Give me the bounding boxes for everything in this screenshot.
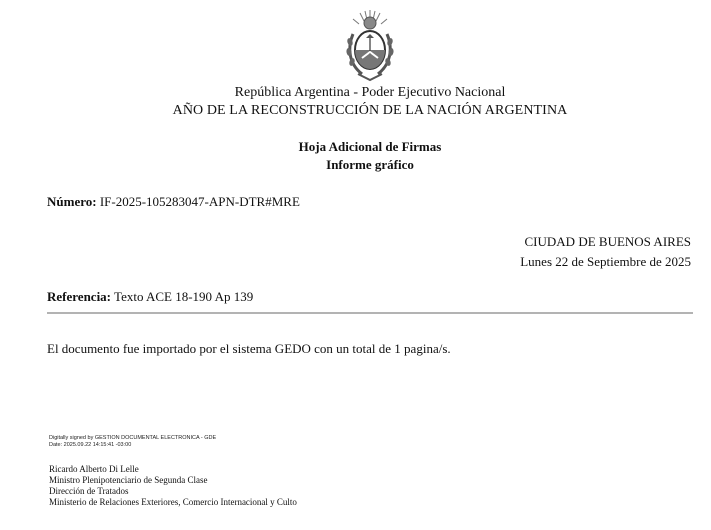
reference [47, 289, 253, 305]
body-text: El documento fue importado por el sistema GEDO con un total de 1 pagina/s. [47, 341, 451, 356]
signer-position: Ministro Plenipotenciario de Segunda Clase [49, 475, 208, 485]
signer-name: Ricardo Alberto Di Lelle [49, 464, 139, 474]
document-number-value: IF-2025-105283047-APN-DTR#MRE [99, 194, 300, 209]
header-year-motto: AÑO DE LA RECONSTRUCCIÓN DE LA NACIÓN ARGENTINA [172, 103, 568, 118]
reference-value: Texto ACE 18-190 Ap 139 [114, 289, 254, 304]
signer-block [49, 464, 297, 508]
header-republic-line: República Argentina - Poder Ejecutivo Nacional [234, 85, 506, 100]
digital-signature-date: Date: 2025.09.22 14:15:41 -03:00 [49, 441, 132, 448]
digital-signature-signed-by: Digitally signed by GESTION DOCUMENTAL ELECTRONICA - GDE [49, 435, 217, 441]
document-number [47, 194, 300, 210]
signer-ministry: Ministerio de Relaciones Exteriores, Comercio Internacional y Culto [49, 497, 297, 507]
digital-signature-stamp [49, 435, 216, 448]
document-number-label: Número: [47, 194, 97, 209]
reference-label: Referencia: [47, 289, 112, 304]
document-title: Hoja Adicional de Firmas [298, 139, 442, 154]
document-subtitle: Informe gráfico [326, 157, 414, 172]
argentina-coat-of-arms-icon [344, 8, 396, 84]
document-date: Lunes 22 de Septiembre de 2025 [520, 254, 691, 269]
section-divider [47, 312, 693, 314]
signer-office: Dirección de Tratados [49, 486, 129, 496]
city-name: CIUDAD DE BUENOS AIRES [524, 234, 691, 249]
